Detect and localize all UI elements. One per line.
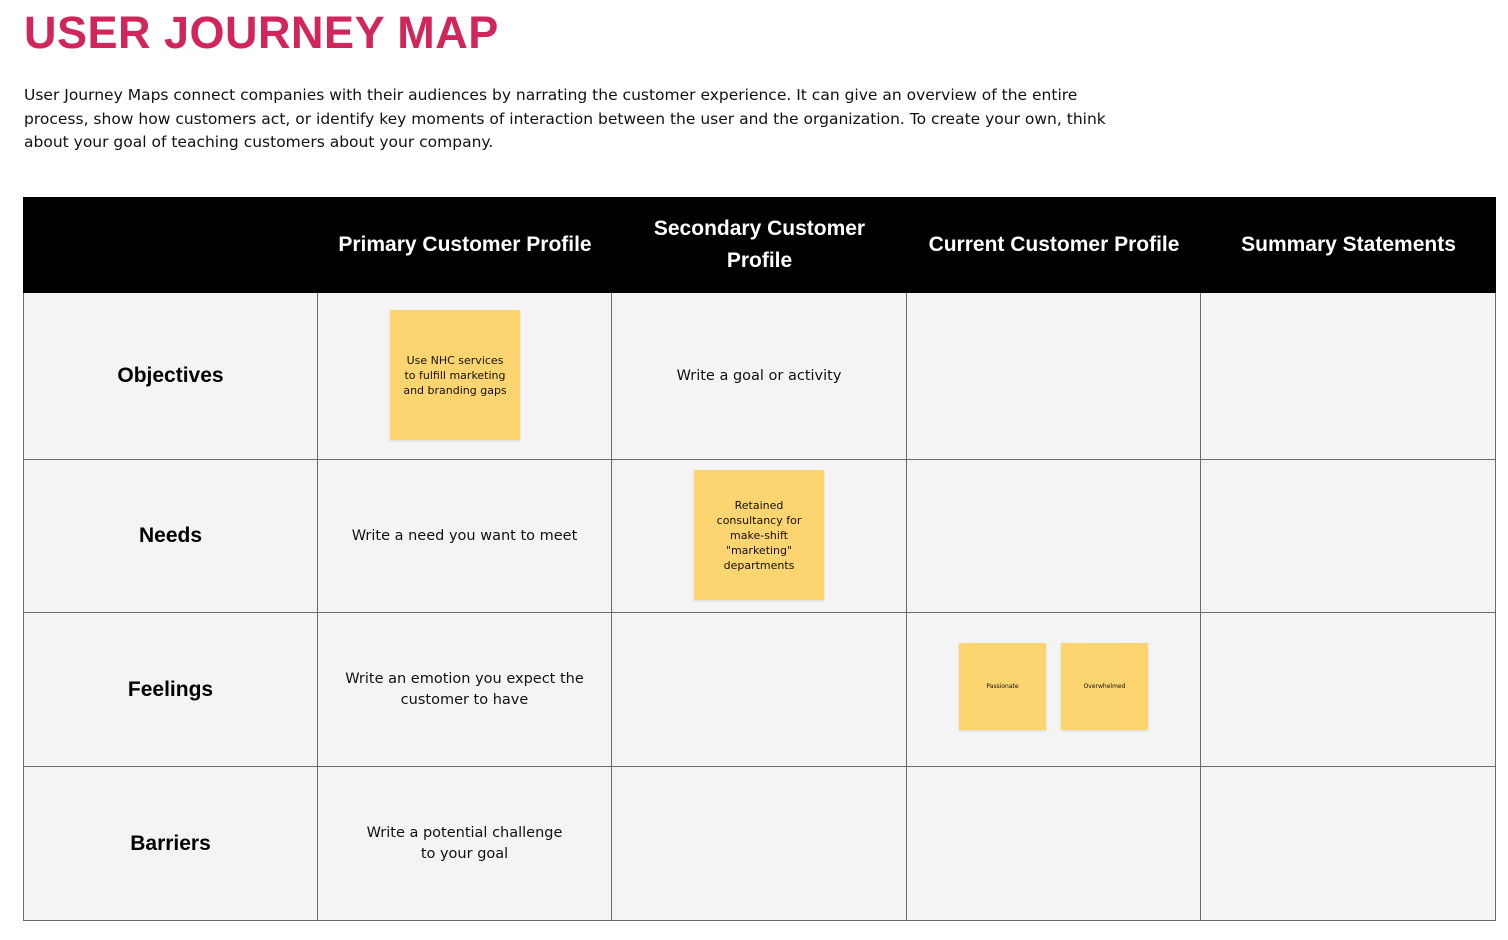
row-label-needs: Needs — [138, 524, 203, 547]
sticky-note-objectives-primary[interactable] — [390, 310, 520, 440]
intro-paragraph: User Journey Maps connect companies with their audiences by narrating the customer experience. It can give an overview of the entire process, show how customers act, or identify key moments of interaction between the user and the organization. To create your own, think about your goal of teaching customers about your company. — [24, 86, 1106, 151]
sticky-note-passionate[interactable] — [959, 643, 1046, 730]
row-label-cell-needs — [23, 460, 318, 613]
sticky-note-overwhelmed[interactable] — [1061, 643, 1148, 730]
row-label-feelings: Feelings — [127, 677, 214, 701]
column-header-current: Current Customer Profile — [907, 197, 1201, 293]
cell-barriers-summary[interactable] — [1201, 767, 1496, 921]
cell-barriers-primary[interactable] — [318, 767, 612, 921]
cell-objectives-secondary[interactable] — [612, 293, 907, 460]
prompt-text: Write a need you want to meet — [351, 527, 578, 544]
row-label-objectives: Objectives — [117, 364, 224, 387]
cell-needs-secondary[interactable] — [612, 460, 907, 613]
cell-feelings-summary[interactable] — [1201, 613, 1496, 767]
row-label-cell-feelings — [23, 613, 318, 767]
sticky-note-needs-secondary[interactable] — [694, 470, 824, 600]
sticky-note-text: Passionate — [986, 682, 1019, 690]
cell-feelings-current[interactable] — [907, 613, 1201, 767]
cell-feelings-secondary[interactable] — [612, 613, 907, 767]
page-title: USER JOURNEY MAP — [24, 7, 499, 58]
prompt-line: to your goal — [420, 845, 509, 862]
prompt-text: Write a goal or activity — [676, 367, 842, 384]
cell-barriers-current[interactable] — [907, 767, 1201, 921]
cell-objectives-summary[interactable] — [1201, 293, 1496, 460]
column-header-primary: Primary Customer Profile — [318, 197, 612, 293]
prompt-line: Write a potential challenge — [366, 824, 563, 841]
sticky-note-text: Retained consultancy for make-shift "marketing" departments — [716, 498, 802, 572]
column-header-summary: Summary Statements — [1201, 197, 1496, 293]
journey-map-table — [23, 197, 1496, 921]
sticky-note-text: Use NHC services to fulfill marketing and branding gaps — [403, 353, 507, 397]
cell-needs-current[interactable] — [907, 460, 1201, 613]
row-label-cell-objectives — [23, 293, 318, 460]
prompt-text — [347, 823, 583, 865]
sticky-note-text: Overwhelmed — [1083, 682, 1126, 690]
cell-needs-primary[interactable] — [318, 460, 612, 613]
row-label-barriers: Barriers — [130, 831, 211, 855]
cell-objectives-current[interactable] — [907, 293, 1201, 460]
prompt-text: Write an emotion you expect the customer to have — [345, 670, 584, 708]
cell-feelings-primary[interactable] — [318, 613, 612, 767]
column-header-secondary: Secondary Customer Profile — [612, 197, 907, 293]
cell-needs-summary[interactable] — [1201, 460, 1496, 613]
header-corner-cell — [23, 197, 318, 293]
cell-objectives-primary[interactable] — [318, 293, 612, 460]
row-label-cell-barriers — [23, 767, 318, 921]
cell-barriers-secondary[interactable] — [612, 767, 907, 921]
